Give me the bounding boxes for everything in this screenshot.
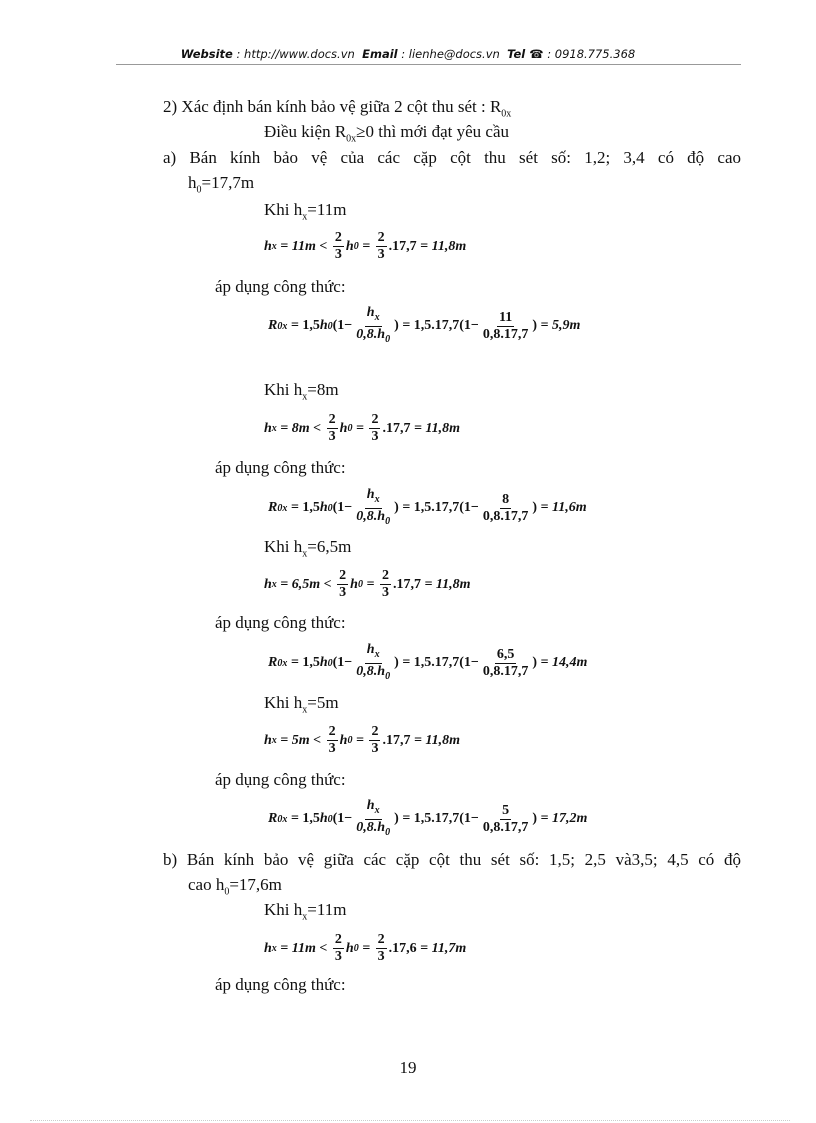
case-condition-label: Khi $h_x=11m$ [264,200,347,223]
hx-inequality: h x = 11m < $\frac{2}{3}$ h 0 = $\frac{2}{3}$ . 17,7 = 11,8m [264,230,467,262]
email-label: Email [362,47,398,61]
apply-formula-label: áp dụng công thức: [215,975,346,994]
tel-label: Tel ☎ [507,47,544,61]
page-number: 19 [399,1058,417,1077]
part-b-line2: cao $h_0=17,6m$ [188,875,282,898]
hx-inequality: h x = 6,5m < $\frac{2}{3}$ h 0 = $\frac{2}{3}$ . 17,7 = 11,8m [264,568,471,600]
section-2-heading: 2) Xác định bán kính bảo vệ giữa 2 cột thu sét : $R_{0x}$ [163,97,512,120]
case-condition-label: Khi $h_x=5m$ [264,693,339,716]
website-url[interactable]: : http://www.docs.vn [236,47,355,61]
r0x-formula: R 0x = 1,5 h 0 (1− $\frac{h_x}{0,8.h_0}$ ) = 1,5.17,7(1− $\frac{11}{0,8.17,7}$ ) = 5,9m [268,305,581,345]
apply-formula-label: áp dụng công thức: [215,613,346,632]
apply-formula-label: áp dụng công thức: [215,770,346,789]
tel-number: : 0918.775.368 [547,47,636,61]
r0x-formula: R 0x = 1,5 h 0 (1− $\frac{h_x}{0,8.h_0}$ ) = 1,5.17,7(1− $\frac{5}{0,8.17,7}$ ) = 17,2m [268,798,588,838]
case-condition-label: Khi $h_x=6,5m$ [264,537,352,560]
page-header [0,47,816,61]
condition-line: Điều kiện $R_{0x}\ge 0$ thì mới đạt yêu cầu [264,122,510,145]
part-a-line2: $h_0=17,7m$ [188,173,255,196]
hx-inequality: h x = 8m < $\frac{2}{3}$ h 0 = $\frac{2}{3}$ . 17,7 = 11,8m [264,412,461,444]
website-label: Website [180,47,233,61]
apply-formula-label: áp dụng công thức: [215,277,346,296]
case-condition-label: Khi $h_x=8m$ [264,380,339,403]
apply-formula-label: áp dụng công thức: [215,458,346,477]
hx-inequality: h x = 11m < $\frac{2}{3}$ h 0 = $\frac{2}{3}$ . 17,6 = 11,7m [264,932,467,964]
case-condition-label: Khi $h_x=11m$ [264,900,347,923]
r0x-formula: R 0x = 1,5 h 0 (1− $\frac{h_x}{0,8.h_0}$ ) = 1,5.17,7(1− $\frac{8}{0,8.17,7}$ ) = 11,6m [268,487,587,527]
r0x-formula: R 0x = 1,5 h 0 (1− $\frac{h_x}{0,8.h_0}$ ) = 1,5.17,7(1− $\frac{6,5}{0,8.17,7}$ ) = 14,4m [268,642,588,682]
part-b-line1: b) Bán kính bảo vệ giữa các cặp cột thu sét số: 1,5; 2,5 và3,5; 4,5 có độ [163,850,741,869]
hx-inequality: h x = 5m < $\frac{2}{3}$ h 0 = $\frac{2}{3}$ . 17,7 = 11,8m [264,724,461,756]
email-address[interactable]: : lienhe@docs.vn [401,47,500,61]
page-bottom-rule [30,1120,790,1121]
part-a-line1: a) Bán kính bảo vệ của các cặp cột thu sét số: 1,2; 3,4 có độ cao [163,148,741,167]
header-divider [116,64,741,65]
